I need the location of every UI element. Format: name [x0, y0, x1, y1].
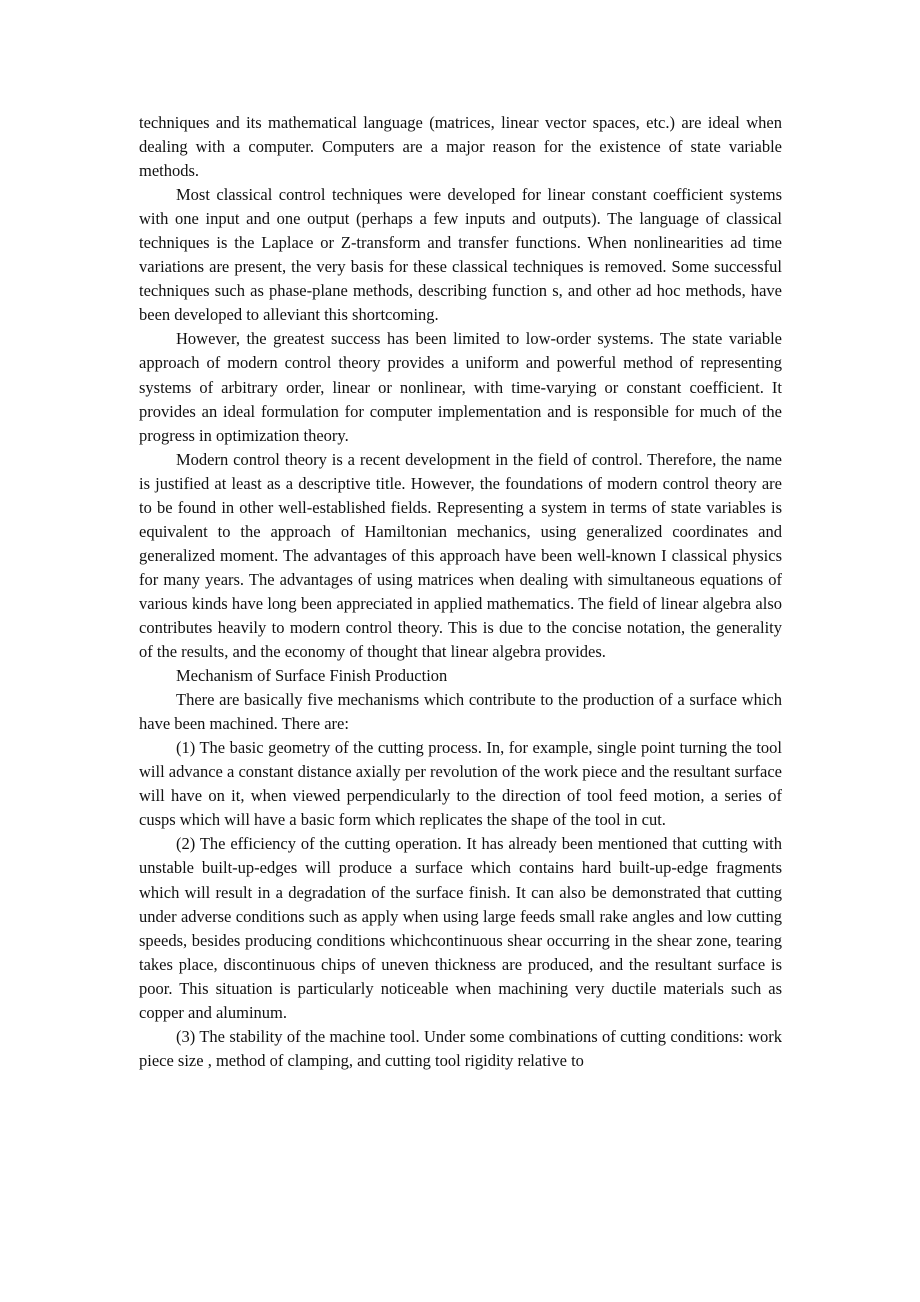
paragraph-five-mechanisms: There are basically five mechanisms which contribute to the production of a surface which have been machined. There are: [139, 690, 782, 734]
list-item-stability: (3) The stability of the machine tool. Under some combinations of cutting conditions: work piece size , method of clamping, and cutting tool rigidity relative to [139, 1026, 782, 1070]
document-page [139, 111, 782, 1073]
paragraph-modern-control-theory: Modern control theory is a recent development in the field of control. Therefore, the name is justified at least as a descriptive title. However, the foundations of modern control theory are to be found in other well-established fields. Representing a system in terms of state variables is equivalent to the approach of Hamiltonian mechanics, using generalized coordinates and generalized moment. The advantages of this approach have been well-known I classical physics for many years. The advantages of using matrices when dealing with simultaneous equations of various kinds have long been appreciated in applied mathematics. The field of linear algebra also contributes heavily to modern control theory. This is due to the concise notation, the generality of the results, and the economy of thought that linear algebra provides. [139, 449, 782, 662]
list-item-efficiency: (2) The efficiency of the cutting operation. It has already been mentioned that cutting with unstable built-up-edges will produce a surface which contains hard built-up-edge fragments which will result in a degradation of the surface finish. It can also be demonstrated that cutting under adverse conditions such as apply when using large feeds small rake angles and low cutting speeds, besides producing conditions whichcontinuous shear occurring in the shear zone, tearing takes place, discontinuous chips of uneven thickness are produced, and the resultant surface is poor. This situation is particularly noticeable when machining very ductile materials such as copper and aluminum. [139, 834, 782, 1022]
paragraph-state-variable-intro: techniques and its mathematical language (matrices, linear vector spaces, etc.) are ideal when dealing with a computer. Computers are a major reason for the existence of state variable methods. [139, 113, 782, 181]
list-item-geometry: (1) The basic geometry of the cutting process. In, for example, single point turning the tool will advance a constant distance axially per revolution of the work piece and the resultant surface will have on it, when viewed perpendicularly to the direction of tool feed motion, a series of cusps which will have a basic form which replicates the shape of the tool in cut. [139, 738, 782, 830]
section-heading-surface-finish: Mechanism of Surface Finish Production [176, 666, 448, 686]
paragraph-low-order-systems: However, the greatest success has been limited to low-order systems. The state variable approach of modern control theory provides a uniform and powerful method of representing systems of arbitrary order, linear or nonlinear, with time-varying or constant coefficient. It provides an ideal formulation for computer implementation and is responsible for much of the progress in optimization theory. [139, 329, 782, 445]
paragraph-classical-control: Most classical control techniques were developed for linear constant coefficient systems with one input and one output (perhaps a few inputs and outputs). The language of classical techniques is the Laplace or Z-transform and transfer functions. When nonlinearities ad time variations are present, the very basis for these classical techniques is removed. Some successful techniques such as phase-plane methods, describing function s, and other ad hoc methods, have been developed to alleviant this shortcoming. [139, 185, 782, 325]
